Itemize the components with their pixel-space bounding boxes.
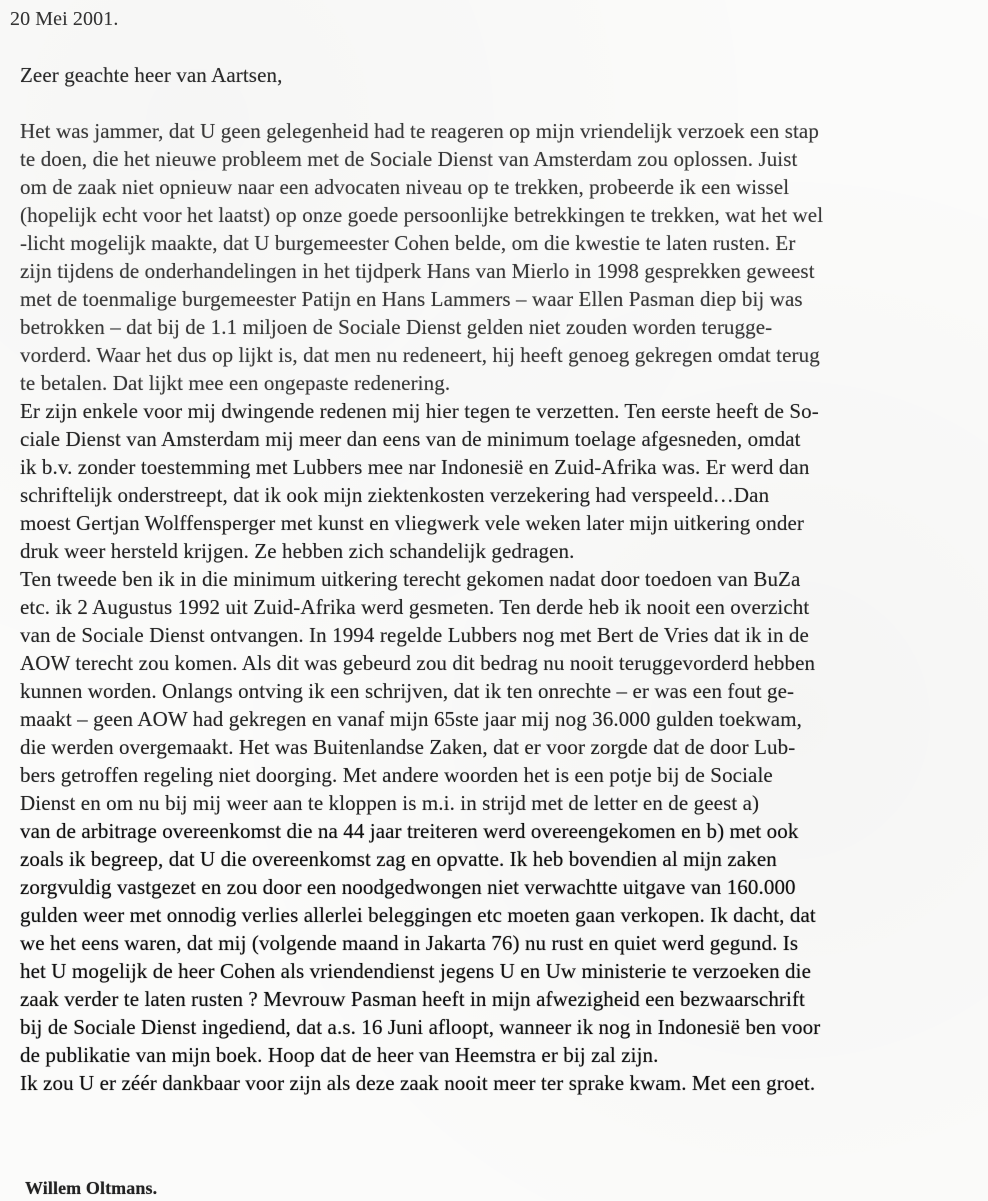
body-line: gulden weer met onnodig verlies allerlei beleggingen etc moeten gaan verkopen. Ik dacht, dat xyxy=(20,903,816,927)
body-line: te doen, die het nieuwe probleem met de Sociale Dienst van Amsterdam zou oplossen. Juist xyxy=(20,147,798,171)
body-line: Er zijn enkele voor mij dwingende redenen mij hier tegen te verzetten. Ten eerste heeft de So- xyxy=(20,399,819,423)
body-line: Ten tweede ben ik in die minimum uitkering terecht gekomen nadat door toedoen van BuZa xyxy=(20,567,801,591)
body-line: Dienst en om nu bij mij weer aan te kloppen is m.i. in strijd met de letter en de geest a) xyxy=(20,791,760,815)
letter-signature: Willem Oltmans. xyxy=(25,1178,158,1198)
letter-date: 20 Mei 2001. xyxy=(10,8,119,30)
body-line: het U mogelijk de heer Cohen als vriendendienst jegens U en Uw ministerie te verzoeken die xyxy=(20,959,812,983)
body-line: ik b.v. zonder toestemming met Lubbers mee nar Indonesië en Zuid-Afrika was. Er werd dan xyxy=(20,455,810,479)
body-line: vorderd. Waar het dus op lijkt is, dat men nu redeneert, hij heeft genoeg gekregen omdat terug xyxy=(20,343,820,367)
body-line: van de Sociale Dienst ontvangen. In 1994 regelde Lubbers nog met Bert de Vries dat ik in de xyxy=(20,623,809,647)
body-line: ciale Dienst van Amsterdam mij meer dan eens van de minimum toelage afgesneden, omdat xyxy=(20,427,801,451)
body-line: moest Gertjan Wolffensperger met kunst en vliegwerk vele weken later mijn uitkering onder xyxy=(20,511,804,535)
body-line: we het eens waren, dat mij (volgende maand in Jakarta 76) nu rust en quiet werd gegund. Is xyxy=(20,931,799,955)
body-line: schriftelijk onderstreept, dat ik ook mijn ziektenkosten verzekering had verspeeld…Dan xyxy=(20,483,770,507)
body-line: etc. ik 2 Augustus 1992 uit Zuid-Afrika werd gesmeten. Ten derde heb ik nooit een overzicht xyxy=(20,595,810,619)
body-line: betrokken – dat bij de 1.1 miljoen de Sociale Dienst gelden niet zouden worden terugge- xyxy=(20,315,773,339)
body-line: bers getroffen regeling niet doorging. Met andere woorden het is een potje bij de Sociale xyxy=(20,763,773,787)
body-line: zorgvuldig vastgezet en zou door een noodgedwongen niet verwachtte uitgave van 160.000 xyxy=(20,875,796,899)
body-line: de publikatie van mijn boek. Hoop dat de heer van Heemstra er bij zal zijn. xyxy=(20,1043,659,1067)
body-line: kunnen worden. Onlangs ontving ik een schrijven, dat ik ten onrechte – er was een fout ge- xyxy=(20,679,795,703)
body-line: met de toenmalige burgemeester Patijn en Hans Lammers – waar Ellen Pasman diep bij was xyxy=(20,287,803,311)
body-line: druk weer hersteld krijgen. Ze hebben zich schandelijk gedragen. xyxy=(20,539,575,563)
body-line: die werden overgemaakt. Het was Buitenlandse Zaken, dat er voor zorgde dat de door Lub- xyxy=(20,735,796,759)
letter-salutation: Zeer geachte heer van Aartsen, xyxy=(20,63,283,87)
body-line: om de zaak niet opnieuw naar een advocaten niveau op te trekken, probeerde ik een wissel xyxy=(20,175,790,199)
body-line: zijn tijdens de onderhandelingen in het tijdperk Hans van Mierlo in 1998 gesprekken geweest xyxy=(20,259,815,283)
body-line: zaak verder te laten rusten ? Mevrouw Pasman heeft in mijn afwezigheid een bezwaarschrift xyxy=(20,987,805,1011)
body-line: (hopelijk echt voor het laatst) op onze goede persoonlijke betrekkingen te trekken, wat het wel xyxy=(20,203,824,227)
body-line: Het was jammer, dat U geen gelegenheid had te reageren op mijn vriendelijk verzoek een stap xyxy=(20,119,819,143)
body-line: Ik zou U er zéér dankbaar voor zijn als deze zaak nooit meer ter sprake kwam. Met een groet. xyxy=(20,1071,816,1095)
body-line: van de arbitrage overeenkomst die na 44 jaar treiteren werd overeengekomen en b) met ook xyxy=(20,819,799,843)
body-line: maakt – geen AOW had gekregen en vanaf mijn 65ste jaar mij nog 36.000 gulden toekwam, xyxy=(20,707,802,731)
body-line: te betalen. Dat lijkt mee een ongepaste redenering. xyxy=(20,371,451,395)
body-line: zoals ik begreep, dat U die overeenkomst zag en opvatte. Ik heb bovendien al mijn zaken xyxy=(20,847,777,871)
body-line: -licht mogelijk maakte, dat U burgemeester Cohen belde, om die kwestie te laten rusten. Er xyxy=(20,231,796,255)
body-line: bij de Sociale Dienst ingediend, dat a.s. 16 Juni afloopt, wanneer ik nog in Indonesië ben voor xyxy=(20,1015,821,1039)
body-line: AOW terecht zou komen. Als dit was gebeurd zou dit bedrag nu nooit teruggevorderd hebben xyxy=(20,651,816,675)
